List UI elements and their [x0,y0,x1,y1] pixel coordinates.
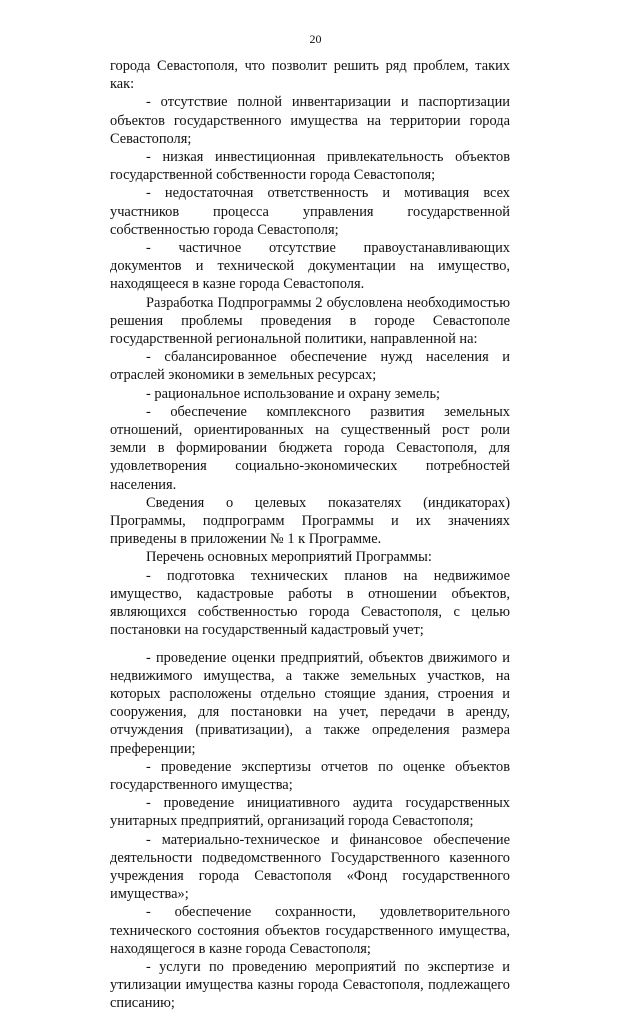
list-item-inventory: - отсутствие полной инвентаризации и паспортизации объектов государственного имущества на территории города Севастополя; [110,94,510,147]
paragraph-subprogram-2: Разработка Подпрограммы 2 обусловлена необходимостью решения проблемы проведения в городе Севастополе государственной региональной политики, направленной на: [110,294,510,348]
list-item-land-relations: - обеспечение комплексного развития земельных отношений, ориентированных на существенный рост роли земли в формировании бюджета города Севастополя, для удовлетворения социально-экономических потребностей населения. [110,403,510,493]
list-item-safekeeping: - обеспечение сохранности, удовлетворительного технического состояния объектов государственного имущества, находящегося в казне города Севастополя; [110,904,510,957]
body-text [110,57,510,1013]
list-item-technical-plans: - подготовка технических планов на недвижимое имущество, кадастровые работы в отношении объектов, являющихся собственностью города Севастополя, с целью постановки на государственный кадастровый учет; [110,567,510,639]
list-item-balanced-supply: - сбалансированное обеспечение нужд населения и отраслей экономики в земельных ресурсах; [110,349,510,384]
page-number: 20 [309,32,322,46]
list-item-land-use: - рациональное использование и охрану земель; [146,385,441,402]
paragraph-indicators: Сведения о целевых показателях (индикаторах) Программы, подпрограмм Программы и их значениях приведены в приложении № 1 к Программе. [110,494,510,548]
paragraph-activities-heading: Перечень основных мероприятий Программы: [146,549,432,566]
list-item-audit: - проведение инициативного аудита государственных унитарных предприятий, организаций города Севастополя; [110,795,510,830]
list-item-valuation: - проведение оценки предприятий, объектов движимого и недвижимого имущества, а также земельных участков, на которых расположены отдельно стоящие здания, строения и сооружения, для постановки на учет, передачи в аренду, отчуждения (приватизации), а также определения размера преференции; [110,649,510,757]
paragraph-gap [110,640,510,649]
paragraph-intro: города Севастополя, что позволит решить ряд проблем, таких как: [110,58,510,93]
list-item-documents: - частичное отсутствие правоустанавливающих документов и технической документации на имущество, находящееся в казне города Севастополя. [110,240,510,293]
list-item-disposal: - услуги по проведению мероприятий по экспертизе и утилизации имущества казны города Севастополя, подлежащего списанию; [110,958,510,1012]
list-item-responsibility: - недостаточная ответственность и мотивация всех участников процесса управления государственной собственностью города Севастополя; [110,185,510,238]
list-item-expertise: - проведение экспертизы отчетов по оценке объектов государственного имущества; [110,758,510,793]
list-item-material-support: - материально-техническое и финансовое обеспечение деятельности подведомственного Государственного казенного учреждения города Севастополя «Фонд государственного имущества»; [110,831,510,903]
list-item-investment: - низкая инвестиционная привлекательность объектов государственной собственности города Севастополя; [110,149,510,184]
